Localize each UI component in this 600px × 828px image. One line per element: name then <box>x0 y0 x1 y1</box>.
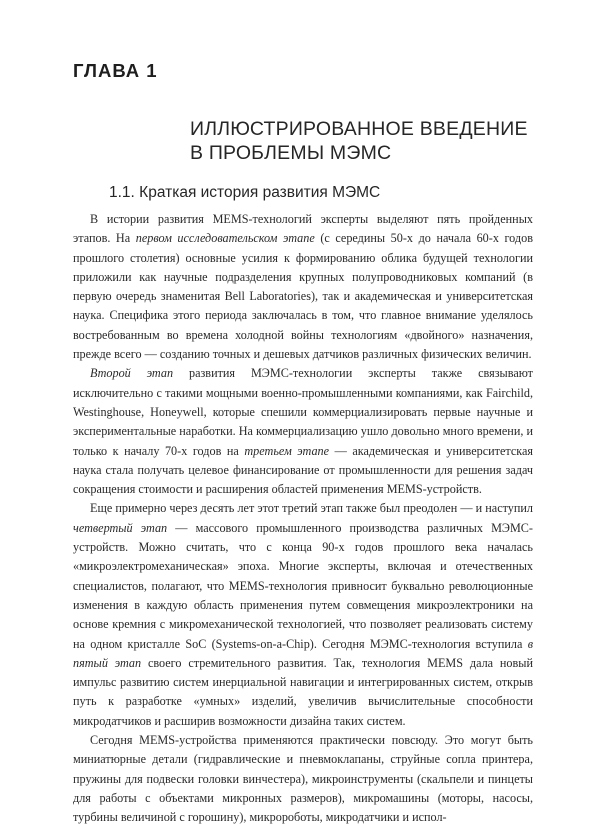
paragraph-text: — массового промышленного производства различных МЭМС-устройств. Можно считать, что с конца 90-х годов прошлого века началась «микроэлектромеханическая» эпоха. Многие эксперты, включая и отечественных специалистов, полагают, что MEMS-технология привносит буквально революционные изменения в каждую область применения путем совмещения микроэлектроники на основе кремния с микромеханической технологией, что позволяет реализовать систему на одном кристалле SoC (Systems-on-a-Chip). Сегодня МЭМС-технология вступила <box>73 520 533 651</box>
paragraph-text: (с середины 50-х до начала 60-х годов прошлого столетия) основные усилия к формированию облика будущей технологии приложили как научные подразделения крупных полупроводниковых компаний (в первую очередь знаменитая Bell Laboratories), так и академическая и университетская наука. Специфика этого периода заключалась в том, что главное внимание уделялось востребованным во времена холодной войны технологиям «двойного» назначения, прежде всего — созданию точных и дешевых датчиков различных физических величин. <box>73 231 533 362</box>
paragraph-4 <box>73 731 533 827</box>
emphasis-text: Второй этап <box>90 366 174 381</box>
paragraph-text: развития МЭМС-технологии эксперты также связывают исключительно с такими мощными военно-промышленными компаниями, как Fairchild, Westinghouse, Honeywell, которые спешили коммерциализировать первые научные и экспериментальные наработки. На коммерциализацию ушло довольно много времени, и только к началу 70-х годов на <box>73 366 534 458</box>
emphasis-text: первом исследовательском этапе <box>135 231 315 246</box>
paragraph-text: Еще примерно через десять лет этот третий этап также был преодолен — и наступил <box>90 501 533 516</box>
section-heading <box>109 184 380 202</box>
paragraph-text: — академическая и университетская наука стала получать целевое финансирование от промышленности для решения задач сокращения стоимости и расширения областей применения MEMS-устройств. <box>73 443 533 497</box>
paragraph-text: В истории развития MEMS-технологий эксперты выделяют пять пройденных этапов. На <box>73 212 533 246</box>
body-text <box>73 210 533 828</box>
emphasis-text: в пятый этап <box>73 636 533 670</box>
paragraph-1 <box>73 210 533 364</box>
paragraph-3 <box>73 499 533 731</box>
emphasis-text: третьем этапе <box>244 443 330 458</box>
paragraph-text: своего стремительного развития. Так, технология MEMS дала новый импульс развитию систем инерциальной навигации и интегрированных систем, открыв путь к разработке «умных» изделий, увеличив вычислительные способности микродатчиков и расширив возможности дизайна таких систем. <box>73 655 533 728</box>
chapter-title-line-2: В ПРОБЛЕМЫ МЭМС <box>190 142 392 164</box>
section-title: Краткая история развития МЭМС <box>139 184 381 201</box>
chapter-title <box>190 117 528 165</box>
paragraph-text: Сегодня MEMS-устройства применяются практически повсюду. Это могут быть миниатюрные детали (гидравлические и пневмоклапаны, струйные сопла принтера, пружины для подвески головки винчестера), микроинструменты (скальпели и пинцеты для работы с объектами микронных размеров), микромашины (моторы, насосы, турбины величиной с горошину), микророботы, микродатчики и испол- <box>73 733 533 825</box>
section-number: 1.1. <box>109 184 135 201</box>
chapter-heading: ГЛАВА 1 <box>73 60 158 81</box>
chapter-title-line-1: ИЛЛЮСТРИРОВАННОЕ ВВЕДЕНИЕ <box>190 118 528 140</box>
emphasis-text: четвертый этап <box>73 520 168 535</box>
paragraph-2 <box>73 364 533 499</box>
